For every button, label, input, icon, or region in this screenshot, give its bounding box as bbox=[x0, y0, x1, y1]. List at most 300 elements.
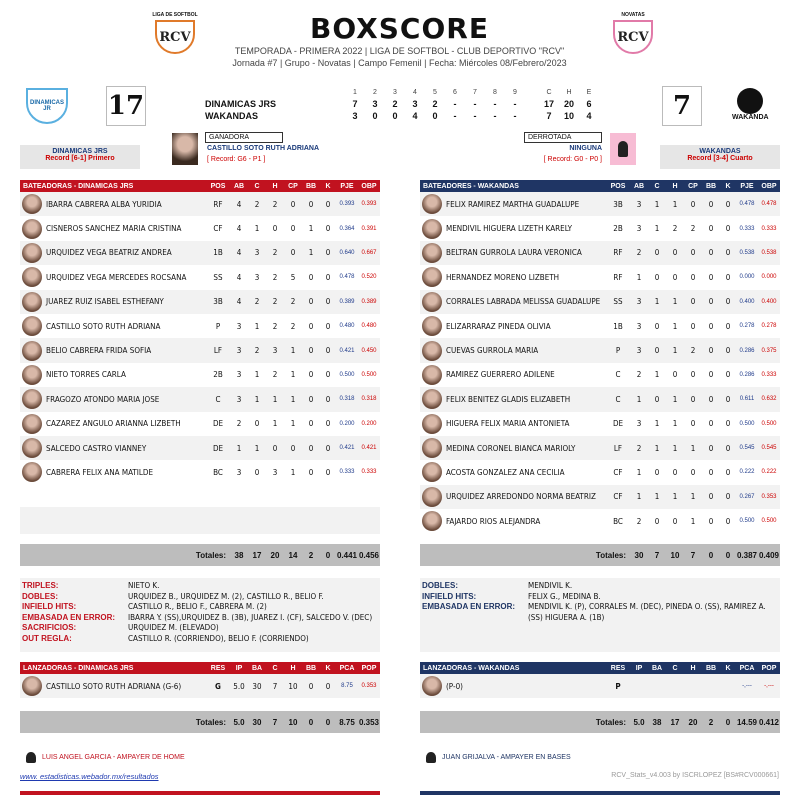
note-key: EMBASADA EN ERROR: bbox=[22, 612, 116, 622]
col-header: H bbox=[272, 182, 278, 190]
pitcher-avatar bbox=[22, 676, 42, 696]
total-ab: 30 bbox=[634, 550, 644, 560]
table-row bbox=[420, 265, 780, 289]
stat-cp: 0 bbox=[290, 224, 296, 234]
player-avatar bbox=[422, 389, 442, 409]
player-name: URQUIDEZ ARREDONDO NORMA BEATRIZ bbox=[446, 492, 596, 502]
player-name: BELTRAN GURROLA LAURA VERONICA bbox=[446, 248, 582, 258]
stat-pos: LF bbox=[613, 443, 623, 453]
stat-pos: SS bbox=[213, 272, 223, 282]
stat-cp: 0 bbox=[690, 297, 696, 307]
stat-cp: 1 bbox=[290, 419, 296, 429]
player-avatar bbox=[422, 511, 442, 531]
stat-bb: 0 bbox=[308, 370, 314, 380]
total-h: 20 bbox=[270, 550, 280, 560]
col-header: OBP bbox=[761, 182, 777, 190]
stat-pos: BC bbox=[213, 467, 223, 477]
stat-cp: 0 bbox=[690, 321, 696, 331]
stat-c: 7 bbox=[272, 681, 278, 691]
footer-bar-home bbox=[20, 791, 380, 795]
loser-label: DERROTADA bbox=[524, 132, 602, 143]
stat-pos: 3B bbox=[613, 199, 623, 209]
player-name: CABRERA FELIX ANA MATILDE bbox=[46, 467, 153, 477]
stat-cp: 0 bbox=[290, 248, 296, 258]
col-header: PCA bbox=[739, 664, 755, 672]
stat-pos: CF bbox=[613, 492, 623, 502]
col-header: IP bbox=[635, 664, 643, 672]
stat-obp: 0.632 bbox=[761, 396, 777, 403]
stat-ab: 3 bbox=[636, 199, 642, 209]
silhouette-icon bbox=[618, 141, 628, 157]
rcv-logo: RCV bbox=[155, 20, 195, 54]
player-name: CORRALES LABRADA MELISSA GUADALUPE bbox=[446, 297, 601, 307]
inning-runs: 0 bbox=[432, 111, 438, 121]
umpire-icon bbox=[426, 752, 436, 763]
stat-cp: 2 bbox=[290, 297, 296, 307]
stat-c: 1 bbox=[654, 419, 660, 429]
table-row bbox=[420, 485, 780, 509]
inning-runs: - bbox=[473, 111, 477, 121]
stat-h: 1 bbox=[672, 199, 678, 209]
col-header: AB bbox=[233, 182, 245, 190]
total-k: 0 bbox=[725, 717, 731, 727]
notes-home bbox=[20, 578, 380, 652]
table-row bbox=[420, 216, 780, 240]
table-row bbox=[420, 509, 780, 533]
ls-total-e: 6 bbox=[586, 99, 592, 109]
total-k: 0 bbox=[325, 550, 331, 560]
player-avatar bbox=[22, 219, 42, 239]
table-row bbox=[420, 192, 780, 216]
rcv-logo: RCV bbox=[613, 20, 653, 54]
player-avatar bbox=[422, 414, 442, 434]
stat-ab: 1 bbox=[236, 443, 242, 453]
stat-cp: 2 bbox=[290, 321, 296, 331]
stat-cp: 0 bbox=[690, 199, 696, 209]
away-team-record: Record [3-4] Cuarto bbox=[687, 155, 753, 162]
inning-runs: 2 bbox=[432, 99, 438, 109]
player-avatar bbox=[422, 194, 442, 214]
stat-k: 0 bbox=[325, 419, 331, 429]
stat-obp: 0.400 bbox=[761, 298, 777, 305]
line-score bbox=[205, 86, 615, 122]
table-row bbox=[20, 412, 380, 436]
stat-bb: 0 bbox=[708, 394, 714, 404]
home-team-name: DINAMICAS JRS bbox=[52, 148, 108, 155]
stat-h: 0 bbox=[672, 516, 678, 526]
col-header: CP bbox=[688, 182, 698, 190]
stat-ab: 3 bbox=[236, 394, 242, 404]
stat-pje: 0.500 bbox=[739, 518, 755, 525]
stat-pje: 0.286 bbox=[739, 371, 755, 378]
stat-pos: 1B bbox=[613, 321, 623, 331]
stat-cp: 0 bbox=[690, 419, 696, 429]
inning-runs: - bbox=[473, 99, 477, 109]
ls-team: DINAMICAS JRS bbox=[205, 99, 277, 109]
linescore-row bbox=[205, 110, 615, 122]
player-avatar bbox=[22, 316, 42, 336]
winner-record: [ Record: G6 - P1 ] bbox=[207, 156, 266, 163]
note-key: DOBLES: bbox=[22, 591, 58, 601]
stat-pje: 0.200 bbox=[339, 420, 355, 427]
inning-runs: - bbox=[453, 99, 457, 109]
stat-ab: 2 bbox=[636, 370, 642, 380]
stat-pos: CF bbox=[613, 467, 623, 477]
table-row bbox=[20, 192, 380, 216]
player-name: IBARRA CABRERA ALBA YURIDIA bbox=[46, 199, 162, 209]
col-header: PJE bbox=[340, 182, 354, 190]
stat-pos: 1B bbox=[213, 248, 223, 258]
stat-h: 0 bbox=[272, 224, 278, 234]
stat-ab: 3 bbox=[236, 346, 242, 356]
stat-obp: 0.200 bbox=[361, 420, 377, 427]
player-name: BELIO CABRERA FRIDA SOFIA bbox=[46, 346, 152, 356]
stat-h: 2 bbox=[672, 224, 678, 234]
stat-pos: DE bbox=[212, 419, 224, 429]
total-obp: 0.456 bbox=[358, 550, 380, 560]
player-name: MEDINA CORONEL BIANCA MARIOLY bbox=[446, 443, 576, 453]
stat-k: 0 bbox=[325, 467, 331, 477]
totals-label: Totales: bbox=[195, 550, 226, 560]
table-row bbox=[420, 436, 780, 460]
stat-ab: 3 bbox=[636, 297, 642, 307]
inning-header: 9 bbox=[513, 88, 517, 96]
loser-name: NINGUNA bbox=[569, 145, 602, 152]
stat-ab: 3 bbox=[636, 419, 642, 429]
stat-pje: 0.640 bbox=[339, 249, 355, 256]
inning-header: 1 bbox=[353, 88, 357, 96]
stat-pje: 0.611 bbox=[739, 396, 755, 403]
stat-c: 1 bbox=[254, 224, 260, 234]
note-key: EMBASADA EN ERROR: bbox=[422, 602, 516, 611]
player-avatar bbox=[422, 316, 442, 336]
stat-pca: -,--- bbox=[742, 683, 752, 690]
col-header: AB bbox=[633, 182, 645, 190]
total-obp: 0.409 bbox=[758, 550, 780, 560]
stat-k: 0 bbox=[725, 516, 731, 526]
stat-c: 3 bbox=[254, 272, 260, 282]
table-row bbox=[420, 460, 780, 484]
table-row bbox=[20, 436, 380, 460]
inning-runs: - bbox=[513, 111, 517, 121]
stat-cp: 2 bbox=[690, 346, 696, 356]
stat-bb: 0 bbox=[308, 199, 314, 209]
inning-runs: 0 bbox=[372, 111, 378, 121]
stat-h: 1 bbox=[672, 419, 678, 429]
linescore-row bbox=[205, 98, 615, 110]
table-row bbox=[420, 387, 780, 411]
inning-runs: 3 bbox=[372, 99, 378, 109]
stat-ab: 2 bbox=[236, 419, 242, 429]
stat-h: 1 bbox=[672, 346, 678, 356]
total-header: E bbox=[586, 88, 592, 96]
stat-obp: 0.375 bbox=[761, 347, 777, 354]
player-name: CASTILLO SOTO RUTH ADRIANA bbox=[46, 321, 161, 331]
total-pop: 0.353 bbox=[358, 717, 380, 727]
stat-bb: 1 bbox=[308, 224, 314, 234]
away-score: 7 bbox=[662, 86, 702, 126]
ls-team: WAKANDAS bbox=[205, 111, 258, 121]
player-name: CAZAREZ ANGULO ARIANNA LIZBETH bbox=[46, 419, 181, 429]
col-header: K bbox=[325, 182, 331, 190]
table-title: LANZADORAS - WAKANDAS bbox=[423, 664, 520, 672]
stat-cp: 0 bbox=[690, 394, 696, 404]
stat-bb: 0 bbox=[308, 443, 314, 453]
loser-record: [ Record: G0 - P0 ] bbox=[543, 156, 602, 163]
stat-bb: 0 bbox=[308, 467, 314, 477]
stat-cp: 0 bbox=[690, 248, 696, 258]
stat-cp: 1 bbox=[290, 467, 296, 477]
stat-pje: 0.421 bbox=[339, 347, 355, 354]
table-row bbox=[420, 241, 780, 265]
inning-header: 6 bbox=[453, 88, 457, 96]
total-bb: 2 bbox=[708, 717, 714, 727]
stat-h: 0 bbox=[672, 272, 678, 282]
stat-k: 0 bbox=[725, 394, 731, 404]
col-header: PCA bbox=[339, 664, 355, 672]
total-pop: 0.412 bbox=[758, 717, 780, 727]
stat-pos: DE bbox=[212, 443, 224, 453]
inning-header: 4 bbox=[413, 88, 417, 96]
total-header: C bbox=[546, 88, 552, 96]
stat-pos: P bbox=[615, 346, 621, 356]
stat-pje: 0.538 bbox=[739, 249, 755, 256]
stat-h: 2 bbox=[272, 248, 278, 258]
player-avatar bbox=[22, 365, 42, 385]
table-row bbox=[20, 290, 380, 314]
col-header: RES bbox=[210, 664, 226, 672]
inning-header: 7 bbox=[473, 88, 477, 96]
stat-h: 2 bbox=[272, 199, 278, 209]
total-ab: 38 bbox=[234, 550, 244, 560]
stat-ab: 2 bbox=[636, 516, 642, 526]
stat-pos: RF bbox=[613, 272, 623, 282]
stat-ba: 30 bbox=[252, 681, 262, 691]
stat-obp: 0.333 bbox=[761, 371, 777, 378]
player-avatar bbox=[22, 462, 42, 482]
stat-c: 3 bbox=[254, 248, 260, 258]
pitcher-name: CASTILLO SOTO RUTH ADRIANA (G-6) bbox=[46, 681, 182, 691]
total-pca: 8.75 bbox=[339, 717, 355, 727]
stat-bb: 0 bbox=[708, 467, 714, 477]
stat-pos: LF bbox=[213, 346, 223, 356]
col-header: BB bbox=[305, 182, 317, 190]
player-avatar bbox=[422, 267, 442, 287]
stat-h: 0 bbox=[672, 248, 678, 258]
player-avatar bbox=[22, 341, 42, 361]
stat-c: 1 bbox=[254, 321, 260, 331]
player-name: RAMIREZ GUERRERO ADILENE bbox=[446, 370, 555, 380]
stat-bb: 0 bbox=[308, 346, 314, 356]
stat-obp: 0.222 bbox=[761, 469, 777, 476]
total-pca: 14.59 bbox=[736, 717, 758, 727]
stat-h: 1 bbox=[672, 297, 678, 307]
total-ip: 5.0 bbox=[633, 717, 645, 727]
totals-row bbox=[420, 711, 780, 733]
ls-total-h: 20 bbox=[563, 99, 574, 109]
stat-pos: RF bbox=[613, 248, 623, 258]
inning-runs: 0 bbox=[392, 111, 398, 121]
note-key: OUT REGLA: bbox=[22, 633, 72, 643]
player-avatar bbox=[422, 487, 442, 507]
stat-k: 0 bbox=[325, 321, 331, 331]
stat-cp: 0 bbox=[690, 370, 696, 380]
col-header: H bbox=[290, 664, 296, 672]
note-key: DOBLES: bbox=[422, 581, 458, 590]
player-avatar bbox=[22, 438, 42, 458]
table-row bbox=[20, 265, 380, 289]
totals-label: Totales: bbox=[195, 717, 226, 727]
stat-pje: 0.389 bbox=[339, 298, 355, 305]
stat-obp: 0.389 bbox=[361, 298, 377, 305]
stat-obp: 0.393 bbox=[361, 201, 377, 208]
stat-ab: 3 bbox=[236, 467, 242, 477]
pitching-table-home bbox=[20, 662, 380, 698]
winner-photo bbox=[172, 133, 198, 165]
stat-c: 0 bbox=[254, 419, 260, 429]
stat-bb: 0 bbox=[708, 516, 714, 526]
stat-h: 0 bbox=[672, 370, 678, 380]
col-header: BB bbox=[705, 664, 717, 672]
col-header: K bbox=[725, 182, 731, 190]
col-header: OBP bbox=[361, 182, 377, 190]
stat-bb: 0 bbox=[708, 297, 714, 307]
player-name: URQUIDEZ VEGA MERCEDES ROCSANA bbox=[46, 272, 187, 282]
note-value: FELIX G., MEDINA B. bbox=[528, 591, 601, 601]
stat-pje: 0.400 bbox=[739, 298, 755, 305]
logo-caption: NOVATAS bbox=[621, 12, 645, 18]
stat-bb: 0 bbox=[708, 370, 714, 380]
totals-row bbox=[20, 544, 380, 566]
stat-pos: SS bbox=[613, 297, 623, 307]
player-avatar bbox=[22, 389, 42, 409]
stat-bb: 0 bbox=[708, 321, 714, 331]
pitching-table-away bbox=[420, 662, 780, 698]
stat-ab: 3 bbox=[636, 346, 642, 356]
col-header: C bbox=[272, 664, 278, 672]
stat-obp: 0.353 bbox=[761, 493, 777, 500]
stat-pje: 0.545 bbox=[739, 445, 755, 452]
umpire-home bbox=[26, 752, 185, 763]
stat-cp: 0 bbox=[290, 443, 296, 453]
loser-photo bbox=[610, 133, 636, 165]
stat-pos: BC bbox=[613, 516, 623, 526]
away-team-name: WAKANDAS bbox=[699, 148, 741, 155]
stat-c: 1 bbox=[654, 199, 660, 209]
stat-ab: 1 bbox=[636, 272, 642, 282]
stat-ab: 1 bbox=[636, 394, 642, 404]
ls-total-e: 4 bbox=[586, 111, 592, 121]
player-avatar bbox=[22, 292, 42, 312]
player-name: FRAGOZO ATONDO MARIA JOSE bbox=[46, 394, 160, 404]
stat-bb: 0 bbox=[308, 681, 314, 691]
stat-bb: 0 bbox=[308, 272, 314, 282]
stat-pos: P bbox=[215, 321, 221, 331]
note-row bbox=[22, 634, 378, 645]
stat-pje: 0.286 bbox=[739, 347, 755, 354]
stat-h: 0 bbox=[672, 467, 678, 477]
league-logo-right bbox=[610, 12, 656, 54]
table-row bbox=[20, 241, 380, 265]
stat-res: P bbox=[615, 681, 621, 691]
batting-home-empty-row bbox=[20, 507, 380, 534]
home-team-label bbox=[20, 145, 140, 169]
stat-cp: 0 bbox=[690, 272, 696, 282]
stat-pca: 8.75 bbox=[341, 683, 353, 690]
note-row bbox=[22, 613, 378, 624]
player-name: JUAREZ RUIZ ISABEL ESTHEFANY bbox=[46, 297, 164, 307]
stat-obp: 0.500 bbox=[761, 420, 777, 427]
table-row bbox=[20, 363, 380, 387]
stat-ab: 1 bbox=[636, 492, 642, 502]
stat-obp: 0.478 bbox=[761, 201, 777, 208]
stat-ab: 3 bbox=[236, 370, 242, 380]
stat-obp: 0.545 bbox=[761, 445, 777, 452]
footer-bar-away bbox=[420, 791, 780, 795]
table-title: BATEADORES - WAKANDAS bbox=[423, 182, 519, 190]
col-header: BA bbox=[651, 664, 663, 672]
note-row bbox=[422, 602, 778, 623]
stat-c: 2 bbox=[254, 346, 260, 356]
stat-cp: 0 bbox=[690, 467, 696, 477]
stat-h: 1 bbox=[672, 321, 678, 331]
stat-c: 1 bbox=[254, 443, 260, 453]
stats-link[interactable]: www. estadisticas.webador.mx/resultados bbox=[20, 772, 159, 781]
home-score: 17 bbox=[106, 86, 146, 126]
total-bb: 2 bbox=[308, 550, 314, 560]
stat-pos: C bbox=[615, 370, 621, 380]
player-name: ELIZARRARAZ PINEDA OLIVIA bbox=[446, 321, 551, 331]
note-value: MENDIVIL K. (P), CORRALES M. (DEC), PINEDA O. (SS), RAMIREZ A. (SS) HIGUERA A. (1B) bbox=[528, 602, 766, 622]
stat-pos: 2B bbox=[213, 370, 223, 380]
stat-k: 0 bbox=[725, 321, 731, 331]
note-row bbox=[22, 581, 378, 592]
inning-runs: 3 bbox=[352, 111, 358, 121]
stat-bb: 0 bbox=[708, 199, 714, 209]
total-c: 17 bbox=[252, 550, 262, 560]
winner-name: CASTILLO SOTO RUTH ADRIANA bbox=[207, 145, 319, 152]
stat-bb: 0 bbox=[308, 297, 314, 307]
stat-pje: 0.478 bbox=[339, 274, 355, 281]
player-name: CISNEROS SANCHEZ MARIA CRISTINA bbox=[46, 224, 182, 234]
note-row bbox=[22, 623, 378, 634]
totals-row bbox=[420, 544, 780, 566]
player-name: FAJARDO RIOS ALEJANDRA bbox=[446, 516, 541, 526]
stat-c: 1 bbox=[254, 394, 260, 404]
player-name: FELIX BENITEZ GLADIS ELIZABETH bbox=[446, 394, 571, 404]
total-h: 10 bbox=[288, 717, 298, 727]
ls-total-c: 17 bbox=[543, 99, 554, 109]
stat-h: 1 bbox=[672, 492, 678, 502]
stat-bb: 0 bbox=[708, 224, 714, 234]
note-row bbox=[22, 602, 378, 613]
stat-pos: RF bbox=[213, 199, 223, 209]
pitcher-name: (P-0) bbox=[446, 681, 463, 691]
stat-c: 1 bbox=[654, 443, 660, 453]
stat-cp: 2 bbox=[690, 224, 696, 234]
col-header: CP bbox=[288, 182, 298, 190]
stat-bb: 0 bbox=[308, 321, 314, 331]
stat-pos: 3B bbox=[213, 297, 223, 307]
stat-cp: 0 bbox=[290, 199, 296, 209]
stat-pje: 0.333 bbox=[339, 469, 355, 476]
totals-row bbox=[20, 711, 380, 733]
stat-pje: 0.267 bbox=[739, 493, 755, 500]
stat-pje: 0.278 bbox=[739, 323, 755, 330]
stat-k: 0 bbox=[325, 681, 331, 691]
stat-cp: 1 bbox=[690, 516, 696, 526]
stat-pos: 2B bbox=[613, 224, 623, 234]
